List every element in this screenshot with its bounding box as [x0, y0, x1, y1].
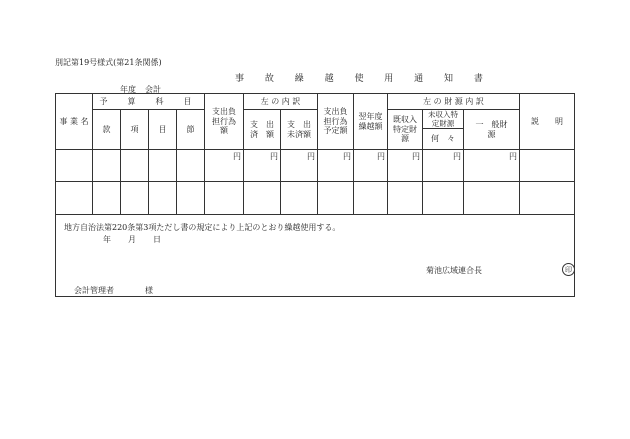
row-divider [55, 181, 575, 182]
header-kan: 款 [92, 109, 121, 150]
yen-unit: 円 [233, 152, 241, 161]
header-carryover-amount: 翌年度繰越額 [353, 93, 388, 150]
col-divider [280, 149, 281, 215]
col-divider [353, 149, 354, 215]
col-divider [92, 149, 93, 215]
col-divider [387, 149, 388, 215]
yen-unit: 円 [453, 152, 461, 161]
row-divider [55, 214, 575, 215]
yen-unit: 円 [270, 152, 278, 161]
col-divider [148, 149, 149, 215]
date-month: 月 [128, 235, 136, 244]
header-obligation-amount: 支出負担行為額 [204, 93, 244, 150]
header-paid: 支 出済 額 [243, 109, 281, 150]
form-number: 別記第19号様式(第21条関係) [55, 58, 162, 67]
yen-unit: 円 [509, 152, 517, 161]
header-what: 何 々 [422, 128, 464, 150]
header-moku: 目 [148, 109, 177, 150]
recipient: 会計管理者 [74, 286, 114, 295]
yen-unit: 円 [307, 152, 315, 161]
header-unreceived-specific: 未収入特定財源 [422, 109, 464, 129]
fiscal-year-label: 年度 [120, 85, 136, 94]
issuer: 菊池広域連合長 [426, 266, 482, 275]
header-kou: 項 [120, 109, 149, 150]
header-funding-breakdown: 左 の 財 源 内 訳 [387, 93, 520, 110]
header-received-specific: 既収入特定財源 [387, 109, 423, 150]
col-divider [243, 149, 244, 215]
header-breakdown-left: 左 の 内 訳 [243, 93, 318, 110]
date-day: 日 [153, 235, 161, 244]
yen-unit: 円 [377, 152, 385, 161]
header-explanation: 説 明 [519, 93, 575, 150]
account-label: 会計 [145, 85, 161, 94]
header-general-funds: 一 般財 源 [463, 109, 520, 150]
document-title: 事 故 繰 越 使 用 通 知 書 [235, 74, 492, 84]
seal-mark: 印 [562, 263, 575, 276]
yen-unit: 円 [412, 152, 420, 161]
header-planned-obligation: 支出負担行為予定額 [317, 93, 354, 150]
header-setsu: 節 [176, 109, 205, 150]
honorific: 様 [145, 286, 153, 295]
yen-unit: 円 [343, 152, 351, 161]
col-divider [422, 149, 423, 215]
col-divider [204, 149, 205, 215]
date-year: 年 [103, 235, 111, 244]
col-divider [519, 149, 520, 215]
col-divider [317, 149, 318, 215]
col-divider [120, 149, 121, 215]
header-unpaid: 支 出未済額 [280, 109, 318, 150]
col-divider [463, 149, 464, 215]
header-budget-items: 予 算 科 目 [92, 93, 205, 110]
col-divider [176, 149, 177, 215]
header-project-name: 事 業 名 [55, 93, 93, 150]
notice-text: 地方自治法第220条第3項ただし書の規定により上記のとおり繰越使用する。 [64, 223, 341, 232]
